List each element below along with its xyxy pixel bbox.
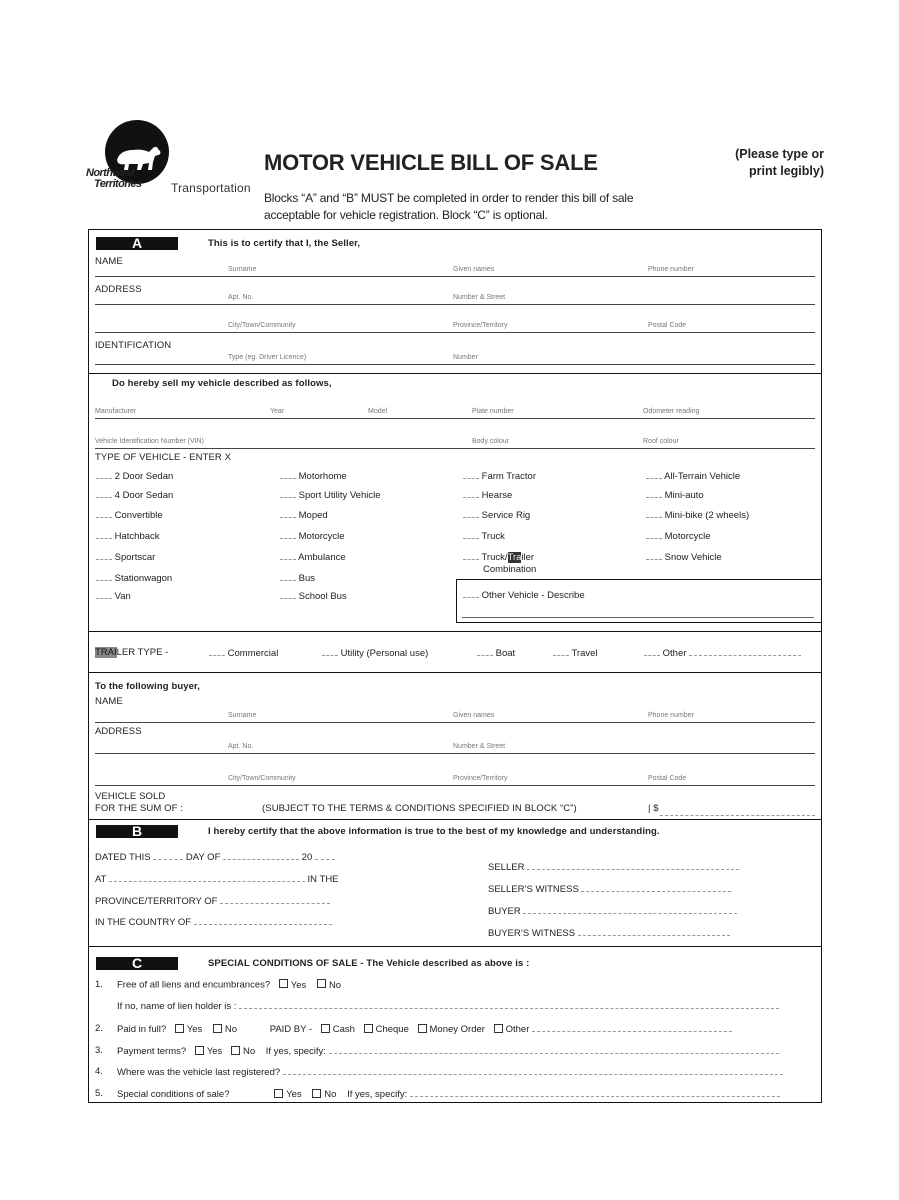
cash-checkbox[interactable]: Cash <box>321 1024 355 1035</box>
yes-checkbox[interactable]: Yes <box>279 980 307 991</box>
vehicle-details-field[interactable] <box>95 418 815 419</box>
buyer-street-field[interactable] <box>95 753 815 754</box>
province-caption: Province/Territory <box>453 775 508 782</box>
province-line: PROVINCE/TERRITORY OF <box>95 895 330 907</box>
country-line: IN THE COUNTRY OF <box>95 916 332 928</box>
divider <box>88 946 822 947</box>
month-field[interactable] <box>223 851 299 860</box>
model-caption: Model <box>368 408 388 415</box>
condition-1-number: 1. <box>95 979 103 990</box>
cheque-checkbox[interactable]: Cheque <box>364 1024 409 1035</box>
currency-symbol: | $ <box>648 803 659 814</box>
vehicle-type-option[interactable]: All-Terrain Vehicle <box>646 470 740 482</box>
street-caption: Number & Street <box>453 294 506 301</box>
divider <box>88 373 822 374</box>
no-checkbox[interactable]: No <box>213 1024 237 1035</box>
phone-caption: Phone number <box>648 712 694 719</box>
block-a-tag: A <box>96 237 178 250</box>
special-conditions-heading: SPECIAL CONDITIONS OF SALE - The Vehicle described as above is : <box>208 958 530 969</box>
apt-caption: Apt. No. <box>228 743 254 750</box>
vehicle-type-option[interactable]: 4 Door Sedan <box>96 489 173 501</box>
country-field[interactable] <box>194 916 332 925</box>
seller-name-field[interactable] <box>95 276 815 277</box>
vehicle-type-option[interactable]: Sport Utility Vehicle <box>280 489 380 501</box>
instructions: Blocks “A” and “B” MUST be completed in order to render this bill of sale acceptable for vehicle registration. Block “C” is optional. <box>264 191 634 222</box>
block-c-tag: C <box>96 957 178 970</box>
page-title: MOTOR VEHICLE BILL OF SALE <box>264 150 598 175</box>
other-payment-checkbox[interactable]: Other <box>494 1024 530 1035</box>
yes-checkbox[interactable]: Yes <box>175 1024 203 1035</box>
surname-caption: Surname <box>228 712 257 719</box>
city-caption: City/Town/Community <box>228 322 296 329</box>
identification-label: IDENTIFICATION <box>95 340 172 351</box>
vehicle-type-label: TYPE OF VEHICLE - ENTER X <box>95 452 232 463</box>
dated-line: DATED THIS DAY OF 20 <box>95 851 335 863</box>
buyer-signature-field[interactable] <box>523 905 737 914</box>
plate-caption: Plate number <box>472 408 514 415</box>
vehicle-type-option[interactable]: Motorhome <box>280 470 347 482</box>
apt-caption: Apt. No. <box>228 294 254 301</box>
trailer-type-label: TRAILER TYPE - <box>95 647 169 658</box>
vehicle-type-option[interactable]: Motorcycle <box>646 530 711 542</box>
identification-field[interactable] <box>95 364 815 365</box>
lien-holder-field[interactable] <box>239 1000 779 1009</box>
buyer-address-label: ADDRESS <box>95 726 142 737</box>
condition-2: Paid in full? Yes No PAID BY - Cash Cheque Money Order Other <box>117 1023 732 1035</box>
odometer-caption: Odometer reading <box>643 408 700 415</box>
condition-3-number: 3. <box>95 1045 103 1056</box>
street-caption: Number & Street <box>453 743 506 750</box>
vehicle-type-option[interactable]: Motorcycle <box>280 530 345 542</box>
no-checkbox[interactable]: No <box>317 980 341 991</box>
province-field[interactable] <box>220 895 330 904</box>
divider <box>88 819 822 820</box>
seller-certify-text: This is to certify that I, the Seller, <box>208 238 361 249</box>
seller-city-field[interactable] <box>95 332 815 333</box>
vehicle-type-option[interactable]: Farm Tractor <box>463 470 536 482</box>
subject-to-terms: (SUBJECT TO THE TERMS & CONDITIONS SPECIFIED IN BLOCK “C”) <box>262 803 577 814</box>
vehicle-type-option[interactable]: Mini-bike (2 wheels) <box>646 509 749 521</box>
condition-2-number: 2. <box>95 1023 103 1034</box>
condition-4-number: 4. <box>95 1066 103 1077</box>
block-b-tag: B <box>96 825 178 838</box>
given-names-caption: Given names <box>453 266 495 273</box>
trailer-option[interactable]: Travel <box>553 647 598 659</box>
trailer-option[interactable]: Commercial <box>209 647 278 659</box>
last-registered-field[interactable] <box>283 1066 783 1075</box>
vehicle-type-option[interactable]: Bus <box>280 572 315 584</box>
vehicle-type-option[interactable]: Convertible <box>96 509 163 521</box>
vehicle-type-option[interactable]: Service Rig <box>463 509 530 521</box>
trailer-option[interactable]: Other <box>644 647 801 659</box>
condition-3: Payment terms? Yes No If yes, specify: <box>117 1045 779 1057</box>
condition-5: Special conditions of sale? Yes No If yes, specify: <box>117 1088 780 1100</box>
divider <box>88 631 822 632</box>
vehicle-type-option[interactable]: Snow Vehicle <box>646 551 722 563</box>
yes-checkbox[interactable]: Yes <box>274 1089 302 1100</box>
condition-1: Free of all liens and encumbrances? Yes No <box>117 979 342 991</box>
buyer-witness-field[interactable] <box>578 927 730 936</box>
seller-witness-field[interactable] <box>581 883 731 892</box>
vehicle-type-option[interactable]: Moped <box>280 509 328 521</box>
department-name: Transportation <box>171 181 251 195</box>
no-checkbox[interactable]: No <box>231 1046 255 1057</box>
other-vehicle-field[interactable] <box>462 617 814 618</box>
postal-caption: Postal Code <box>648 322 687 329</box>
seller-signature-field[interactable] <box>527 861 739 870</box>
body-colour-caption: Body colour <box>472 438 509 445</box>
vehicle-type-option[interactable]: Ambulance <box>280 551 346 563</box>
seller-street-field[interactable] <box>95 304 815 305</box>
manufacturer-caption: Manufacturer <box>95 408 137 415</box>
province-caption: Province/Territory <box>453 322 508 329</box>
vehicle-type-option[interactable]: Truck <box>463 530 505 542</box>
buyer-city-field[interactable] <box>95 785 815 786</box>
print-note: (Please type or print legibly) <box>735 147 824 178</box>
buyer-name-label: NAME <box>95 696 123 707</box>
seller-name-label: NAME <box>95 256 123 267</box>
vehicle-type-option[interactable]: Mini-auto <box>646 489 704 501</box>
vin-field[interactable] <box>95 448 815 449</box>
vehicle-type-option[interactable]: Hearse <box>463 489 512 501</box>
buyer-heading: To the following buyer, <box>95 681 201 692</box>
seller-witness-signature: SELLER’S WITNESS <box>488 883 731 895</box>
vehicle-type-option[interactable]: Truck/Trailer Combination <box>463 551 536 576</box>
yes-checkbox[interactable]: Yes <box>195 1046 223 1057</box>
divider <box>88 672 822 673</box>
place-field[interactable] <box>109 873 305 882</box>
other-vehicle-option[interactable]: Other Vehicle - Describe <box>463 589 585 601</box>
buyer-certify-text: I hereby certify that the above information is true to the best of my knowledge and understanding. <box>208 826 660 837</box>
vehicle-sold-label: VEHICLE SOLD FOR THE SUM OF : <box>95 791 183 814</box>
sell-statement: Do hereby sell my vehicle described as follows, <box>112 378 332 389</box>
vehicle-type-option[interactable]: Stationwagon <box>96 572 172 584</box>
condition-5-number: 5. <box>95 1088 103 1099</box>
place-line: AT IN THE <box>95 874 339 885</box>
special-conditions-field[interactable] <box>410 1088 780 1097</box>
vin-caption: Vehicle Identification Number (VIN) <box>95 438 204 445</box>
lien-holder-line: If no, name of lien holder is : <box>117 1000 779 1012</box>
phone-caption: Phone number <box>648 266 694 273</box>
postal-caption: Postal Code <box>648 775 687 782</box>
day-field[interactable] <box>153 851 183 860</box>
buyer-witness-signature: BUYER’S WITNESS <box>488 927 730 939</box>
vehicle-type-option[interactable]: Van <box>96 590 131 602</box>
other-payment-field[interactable] <box>532 1023 732 1032</box>
vehicle-type-option[interactable]: Sportscar <box>96 551 155 563</box>
org-name: Northwest Territories <box>86 167 142 190</box>
buyer-signature: BUYER <box>488 905 737 917</box>
sale-amount-field[interactable] <box>660 815 815 816</box>
year-field[interactable] <box>315 851 335 860</box>
vehicle-type-option[interactable]: School Bus <box>280 590 347 602</box>
no-checkbox[interactable]: No <box>312 1089 336 1100</box>
id-number-caption: Number <box>453 354 478 361</box>
city-caption: City/Town/Community <box>228 775 296 782</box>
vehicle-type-option[interactable]: Hatchback <box>96 530 160 542</box>
vehicle-type-option[interactable]: 2 Door Sedan <box>96 470 173 482</box>
surname-caption: Surname <box>228 266 257 273</box>
trailer-option[interactable]: Boat <box>477 647 515 659</box>
buyer-name-field[interactable] <box>95 722 815 723</box>
seller-address-label: ADDRESS <box>95 284 142 295</box>
condition-4: Where was the vehicle last registered? <box>117 1066 783 1078</box>
trailer-option[interactable]: Utility (Personal use) <box>322 647 428 659</box>
year-caption: Year <box>270 408 285 415</box>
roof-colour-caption: Roof colour <box>643 438 679 445</box>
payment-terms-field[interactable] <box>329 1045 779 1054</box>
id-type-caption: Type (eg. Driver Licence) <box>228 354 307 361</box>
money-order-checkbox[interactable]: Money Order <box>418 1024 485 1035</box>
seller-signature: SELLER <box>488 861 739 873</box>
given-names-caption: Given names <box>453 712 495 719</box>
